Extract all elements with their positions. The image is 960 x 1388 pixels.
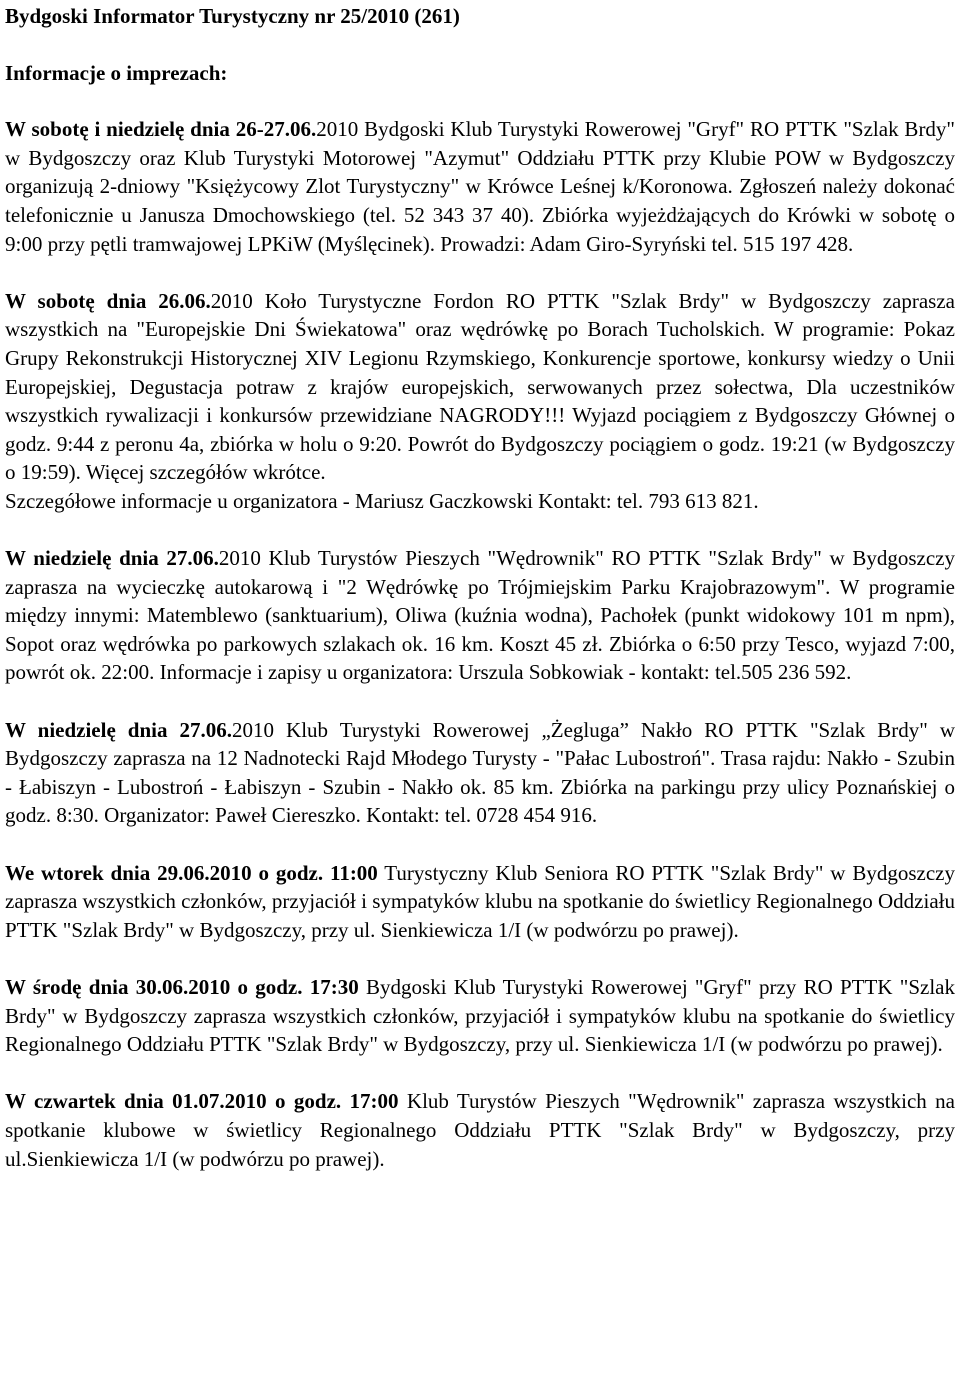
- event-description: 2010 Bydgoski Klub Turystyki Rowerowej "Gryf" RO PTTK "Szlak Brdy" w Bydgoszczy oraz Klub Turystyki Motorowej "Azymut" Oddziału PTTK przy Klubie POW w Bydgoszczy organizują 2-dniowy "Księżycowy Zlot Turystyczny" w Krówce Leśnej k/Koronowa. Zgłoszeń należy dokonać telefonicznie u Janusza Dmochowskiego (tel. 52 343 37 40). Zbiórka wyjeżdżających do Krówki w sobotę o 9:00 przy pętli tramwajowej LPKiW (Myślęcinek). Prowadzi: Adam Giro-Syryński tel. 515 197 428.: [5, 117, 956, 256]
- event-date-label: We wtorek dnia 29.06.2010 o godz. 11:00: [5, 860, 378, 885]
- event-entry: [5, 115, 955, 258]
- event-entry: [5, 544, 955, 687]
- event-description: Bydgoski Klub Turystyki Rowerowej "Gryf" przy RO PTTK "Szlak Brdy" w Bydgoszczy zaprasza wszystkich członków, przyjaciół i sympatyków klubu na spotkanie do świetlicy Regionalnego Oddziału PTTK "Szlak Brdy" w Bydgoszczy, przy ul. Sienkiewicza 1/I (w podwórzu po prawej).: [5, 975, 955, 1057]
- event-text: [5, 544, 955, 687]
- event-contact: Szczegółowe informacje u organizatora - Mariusz Gaczkowski Kontakt: tel. 793 613 821.: [5, 488, 759, 513]
- document-body: [5, 2, 955, 1173]
- section-heading: Informacje o imprezach:: [5, 60, 228, 85]
- event-entry: [5, 716, 955, 830]
- event-date-label: W niedzielę dnia 27.06.: [5, 546, 219, 571]
- event-description: 2010 Klub Turystów Pieszych "Wędrownik" RO PTTK "Szlak Brdy" w Bydgoszczy zaprasza na wycieczkę autokarową i "2 Wędrówkę po Trójmiejskim Parku Krajobrazowym". W programie między innymi: Matemblewo (sanktuarium), Oliwa (kuźnia wodna), Pachołek (punkt widokowy 101 m npm), Sopot oraz wędrówka po parkowych szlakach ok. 16 km. Koszt 45 zł. Zbiórka o 6:50 przy Tesco, wyjazd 7:00, powrót ok. 22:00. Informacje i zapisy u organizatora: Urszula Sobkowiak - kontakt: tel.505 236 592.: [5, 546, 955, 685]
- event-description: 2010 Klub Turystyki Rowerowej „Żegluga” Nakło RO PTTK "Szlak Brdy" w Bydgoszczy zaprasza na 12 Nadnotecki Rajd Młodego Turysty - "Pałac Lubostroń". Trasa rajdu: Nakło - Szubin - Łabiszyn - Lubostroń - Łabiszyn - Szubin - Nakło ok. 85 km. Zbiórka na parkingu przy ulicy Poznańskiej o godz. 8:30. Organizator: Paweł Ciereszko. Kontakt: tel. 0728 454 916.: [5, 717, 955, 828]
- event-description: 2010 Koło Turystyczne Fordon RO PTTK "Szlak Brdy" w Bydgoszczy zaprasza wszystkich na "Europejskie Dni Świekatowa" oraz wędrówkę po Borach Tucholskich. W programie: Pokaz Grupy Rekonstrukcji Historycznej XIV Legionu Rzymskiego, Konkurencje sportowe, konkursy wiedzy o Unii Europejskiej, Degustacja potraw z krajów europejskich, serwowanych przez sołectwa, Dla uczestników wszystkich rywalizacji i konkursów przewidziane NAGRODY!!! Wyjazd pociągiem z Bydgoszczy Głównej o godz. 9:44 z peronu 4a, zbiórka w holu o 9:20. Powrót do Bydgoszczy pociągiem o godz. 19:21 (w Bydgoszczy o 19:59). Więcej szczegółów wkrótce.: [5, 288, 955, 485]
- event-description: Klub Turystów Pieszych "Wędrownik" zaprasza wszystkich na spotkanie klubowe w świetlicy Regionalnego Oddziału PTTK "Szlak Brdy" w Bydgoszczy, przy ul.Sienkiewicza 1/I (w podwórzu po prawej).: [5, 1089, 955, 1171]
- event-text: [5, 973, 955, 1059]
- event-date-label: W czwartek dnia 01.07.2010 o godz. 17:00: [5, 1089, 399, 1114]
- event-entry: [5, 1087, 955, 1173]
- event-entry: [5, 973, 955, 1059]
- event-text: [5, 287, 955, 487]
- event-date-label: W środę dnia 30.06.2010 o godz. 17:30: [5, 975, 359, 999]
- event-text: [5, 716, 955, 830]
- event-date-label: W sobotę i niedzielę dnia 26-27.06.: [5, 117, 317, 142]
- event-date-label: W sobotę dnia 26.06.: [5, 288, 211, 313]
- event-entry: [5, 287, 955, 516]
- event-description: Turystyczny Klub Seniora RO PTTK "Szlak Brdy" w Bydgoszczy zaprasza wszystkich członków, przyjaciół i sympatyków klubu na spotkanie do świetlicy Regionalnego Oddziału PTTK "Szlak Brdy" w Bydgoszczy, przy ul. Sienkiewicza 1/I (w podwórzu po prawej).: [5, 860, 955, 942]
- event-text: [5, 859, 955, 945]
- event-entry: [5, 859, 955, 945]
- document-title: Bydgoski Informator Turystyczny nr 25/2010 (261): [5, 4, 460, 28]
- event-date-label: W niedzielę dnia 27.06.: [5, 717, 233, 742]
- event-text: [5, 1087, 955, 1173]
- event-text: [5, 115, 955, 258]
